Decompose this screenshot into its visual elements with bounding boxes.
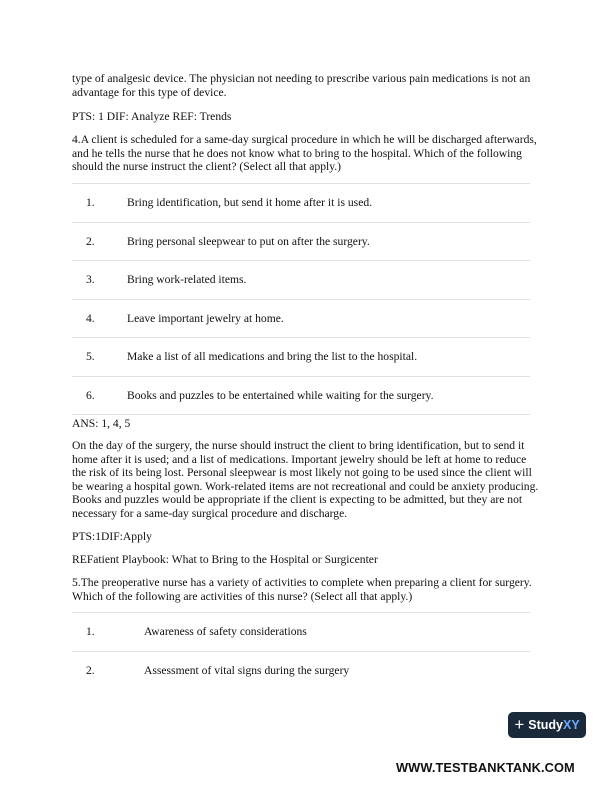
option-row <box>72 337 530 376</box>
option-text: Awareness of safety considerations <box>144 625 307 638</box>
plus-icon: + <box>514 714 525 734</box>
question-5-options <box>72 612 530 689</box>
option-row <box>72 299 530 338</box>
paragraph-ref: REFatient Playbook: What to Bring to the Hospital or Surgicenter <box>72 553 378 566</box>
rationale: On the day of the surgery, the nurse should instruct the client to bring identification, but to send it home after it is used; and a list of medications. Important jewelry should be left at home to reduce the risk of its being lost. Personal sleepwear is most likely not going to be used since the client will be wearing a hospital gown. Work-related items are not recreational and could be anxiety producing. Books and puzzles would be appropriate if the client is expecting to be admitted, but they are not necessary for a same-day surgical procedure and discharge. <box>72 439 539 520</box>
question-4: 4.A client is scheduled for a same-day surgical procedure in which he will be discharged afterwards, and he tells the nurse that he does not know what to bring to the hospital. Which of the following should the nurse instruct the client? (Select all that apply.) <box>72 133 537 174</box>
studyxy-badge[interactable] <box>508 712 586 738</box>
option-text: Bring work-related items. <box>127 273 247 286</box>
paragraph-pts-apply: PTS:1DIF:Apply <box>72 530 152 543</box>
option-row <box>72 222 530 261</box>
option-text: Bring personal sleepwear to put on after the surgery. <box>127 234 370 248</box>
question-4-options <box>72 183 530 415</box>
paragraph-continued: type of analgesic device. The physician not needing to prescribe various pain medications is not an advantage for this type of device. <box>72 72 531 99</box>
option-number: 6. <box>86 388 95 402</box>
badge-brand: StudyXY <box>528 718 580 732</box>
option-number: 1. <box>86 625 95 638</box>
option-row <box>72 612 530 651</box>
option-number: 5. <box>86 350 95 363</box>
option-row <box>72 651 530 690</box>
question-5: 5.The preoperative nurse has a variety of activities to complete when preparing a client for surgery. Which of the following are activities of this nurse? (Select all that apply.) <box>72 576 532 603</box>
option-number: 4. <box>86 311 95 325</box>
option-text: Leave important jewelry at home. <box>127 311 284 325</box>
option-row <box>72 376 530 416</box>
option-row <box>72 260 530 299</box>
option-text: Make a list of all medications and bring the list to the hospital. <box>127 350 418 363</box>
footer-url[interactable]: WWW.TESTBANKTANK.COM <box>396 760 575 775</box>
option-text: Bring identification, but send it home after it is used. <box>127 196 373 209</box>
option-number: 3. <box>86 273 95 286</box>
option-text: Assessment of vital signs during the surgery <box>144 663 350 677</box>
answer-line: ANS: 1, 4, 5 <box>72 417 131 430</box>
option-row <box>72 183 530 222</box>
paragraph-pts-trends: PTS: 1 DIF: Analyze REF: Trends <box>72 110 232 123</box>
option-number: 2. <box>86 234 95 248</box>
option-number: 2. <box>86 663 95 677</box>
option-number: 1. <box>86 196 95 209</box>
option-text: Books and puzzles to be entertained while waiting for the surgery. <box>127 388 434 402</box>
